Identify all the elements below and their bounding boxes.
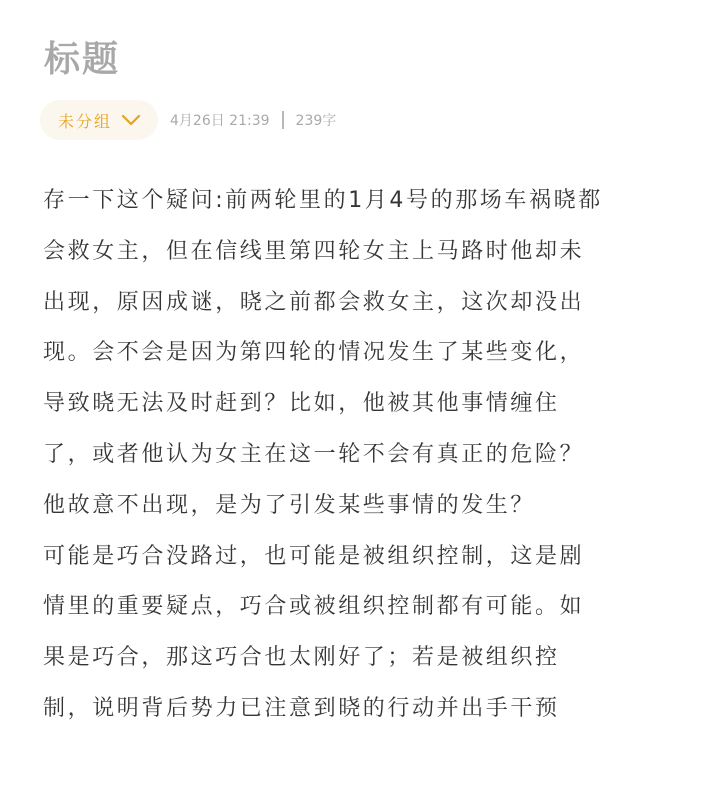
- note-date: 4月26日 21:39: [170, 113, 270, 129]
- note-body-line: 导致晓无法及时赶到？比如，他被其他事情缠住: [43, 391, 560, 417]
- note-body-line: 他故意不出现，是为了引发某些事情的发生？: [43, 492, 536, 518]
- group-label: 未分组: [58, 111, 113, 131]
- meta-divider: [282, 111, 284, 129]
- note-body-line: 存一下这个疑问:前两轮里的1月4号的那场车祸晓都: [43, 188, 603, 213]
- note-meta-info: [170, 110, 336, 130]
- group-selector-button[interactable]: [40, 100, 158, 140]
- note-body-line: 了，或者他认为女主在这一轮不会有真正的危险？: [43, 441, 585, 467]
- note-body-line: 制，说明背后势力已注意到晓的行动并出手干预: [43, 695, 560, 721]
- note-body-line: 可能是巧合没路过，也可能是被组织控制，这是剧: [43, 543, 585, 569]
- note-body-line: 果是巧合，那这巧合也太刚好了；若是被组织控: [43, 645, 560, 671]
- note-body[interactable]: [43, 176, 683, 735]
- note-body-line: 现。会不会是因为第四轮的情况发生了某些变化，: [43, 340, 585, 366]
- note-body-line: 出现，原因成谜，晓之前都会救女主，这次却没出: [43, 289, 585, 315]
- chevron-down-icon: [120, 109, 142, 131]
- word-count: 239字: [295, 113, 337, 129]
- note-meta-row: [40, 100, 336, 140]
- note-title[interactable]: 标题: [44, 39, 121, 80]
- note-body-line: 情里的重要疑点，巧合或被组织控制都有可能。如: [43, 594, 585, 620]
- note-body-line: 会救女主，但在信线里第四轮女主上马路时他却未: [43, 238, 585, 264]
